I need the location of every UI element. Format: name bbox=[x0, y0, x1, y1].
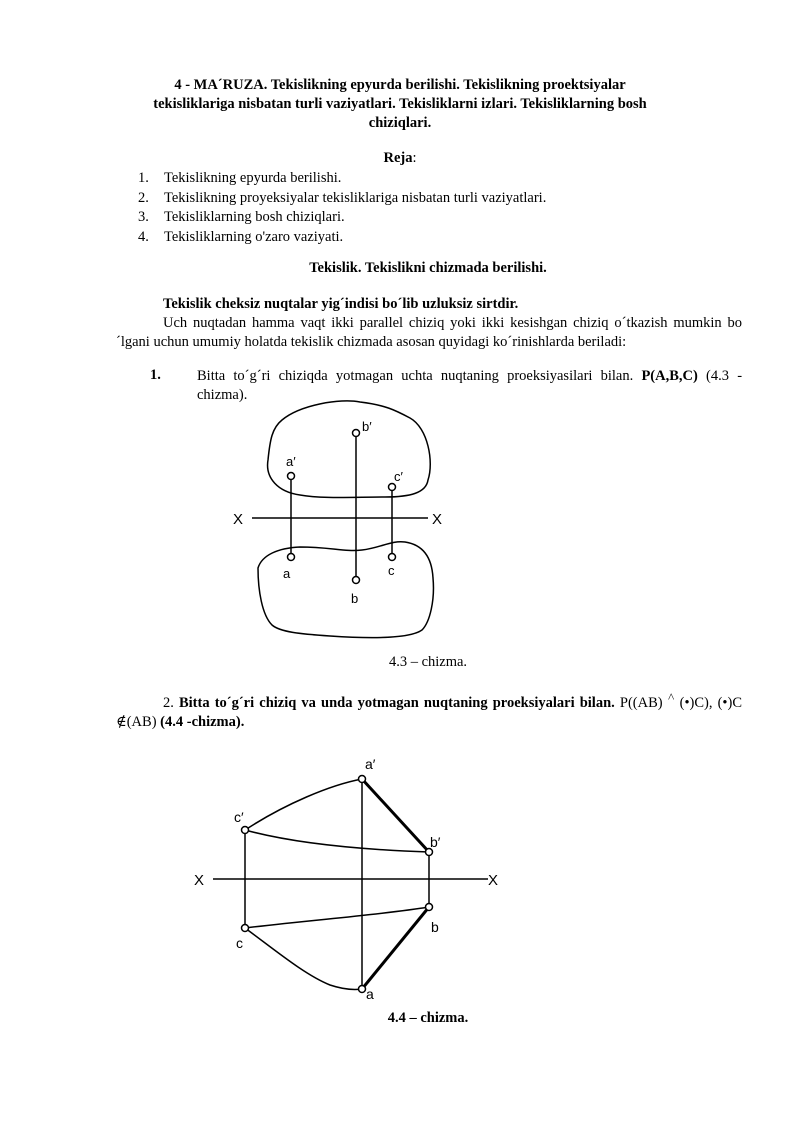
label-c-prime: c′ bbox=[234, 809, 244, 825]
plan-item: 4. Tekisliklarning o'zaro vaziyati. bbox=[138, 228, 344, 245]
label-c: c bbox=[388, 563, 395, 578]
plan-heading: Reja: bbox=[383, 150, 417, 166]
segment-c-prime-b-prime bbox=[245, 830, 429, 852]
label-c: c bbox=[236, 935, 243, 951]
point-a bbox=[359, 986, 366, 993]
label-c-prime: c′ bbox=[394, 469, 403, 484]
label-a-prime: a′ bbox=[286, 454, 296, 469]
x-axis-label-right: X bbox=[488, 872, 499, 889]
title-line-2: tekisliklariga nisbatan turli vaziyatlari. Tekisliklarni izlari. Tekisliklarning bosh bbox=[153, 96, 647, 112]
x-axis-label-left: X bbox=[233, 511, 244, 528]
segment-c-a bbox=[245, 928, 362, 990]
title-line-1: 4 - MA´RUZA. Tekislikning epyurda berilishi. Tekislikning proektsiyalar bbox=[174, 77, 626, 93]
plan-item: 2. Tekislikning proyeksiyalar tekisliklariga nisbatan turli vaziyatlari. bbox=[138, 189, 547, 206]
item-1-text: Bitta to´g´ri chiziqda yotmagan uchta nuqtaning proeksiyasilari bilan. P(A,B,C) (4.3 - chizma). bbox=[197, 368, 743, 403]
definition-text: Tekislik cheksiz nuqtalar yig´indisi bo´lib uzluksiz sirtdir. bbox=[163, 296, 519, 312]
plan-item: 1. Tekislikning epyurda berilishi. bbox=[138, 170, 342, 186]
point-b bbox=[426, 904, 433, 911]
figure-4-3-caption: 4.3 – chizma. bbox=[388, 654, 468, 670]
label-b-prime: b′ bbox=[430, 834, 441, 850]
segment-a-prime-b-prime bbox=[362, 779, 429, 852]
label-b-prime: b′ bbox=[362, 419, 372, 434]
point-c bbox=[242, 925, 249, 932]
segment-c-prime-a-prime bbox=[245, 779, 362, 830]
segment-a-b bbox=[362, 907, 429, 989]
figure-4-4-caption: 4.4 – chizma. bbox=[387, 1010, 469, 1026]
point-c-prime bbox=[242, 827, 249, 834]
title-line-3: chiziqlari. bbox=[368, 115, 432, 131]
item-1-number: 1. bbox=[150, 367, 161, 383]
point-a-prime bbox=[359, 776, 366, 783]
x-axis-label-right: X bbox=[432, 511, 443, 528]
item-2-text: 2. Bitta to´g´ri chiziq va unda yotmagan nuqtaning proeksiyalari bilan. P((AB) ˄ (•)C), (•)C ∉(AB) (4.4 -chizma). bbox=[116, 690, 742, 730]
label-a-prime: a′ bbox=[365, 756, 376, 772]
section-heading: Tekislik. Tekislikni chizmada berilishi. bbox=[309, 260, 547, 276]
plan-item: 3. Tekisliklarning bosh chiziqlari. bbox=[138, 209, 345, 225]
x-axis-label-left: X bbox=[194, 872, 205, 889]
label-b: b bbox=[351, 591, 359, 606]
label-b: b bbox=[431, 919, 439, 935]
label-a: a bbox=[366, 986, 374, 1002]
intro-paragraph: Uch nuqtadan hamma vaqt ikki parallel chiziq yoki ikki kesishgan chiziq o´tkazish mumkin bo´lgani uchun umumiy holatda tekislik chizmada asosan quyidagi ko´rinishlarda beriladi: bbox=[116, 315, 742, 350]
segment-c-b bbox=[245, 907, 429, 928]
label-a: a bbox=[283, 566, 291, 581]
